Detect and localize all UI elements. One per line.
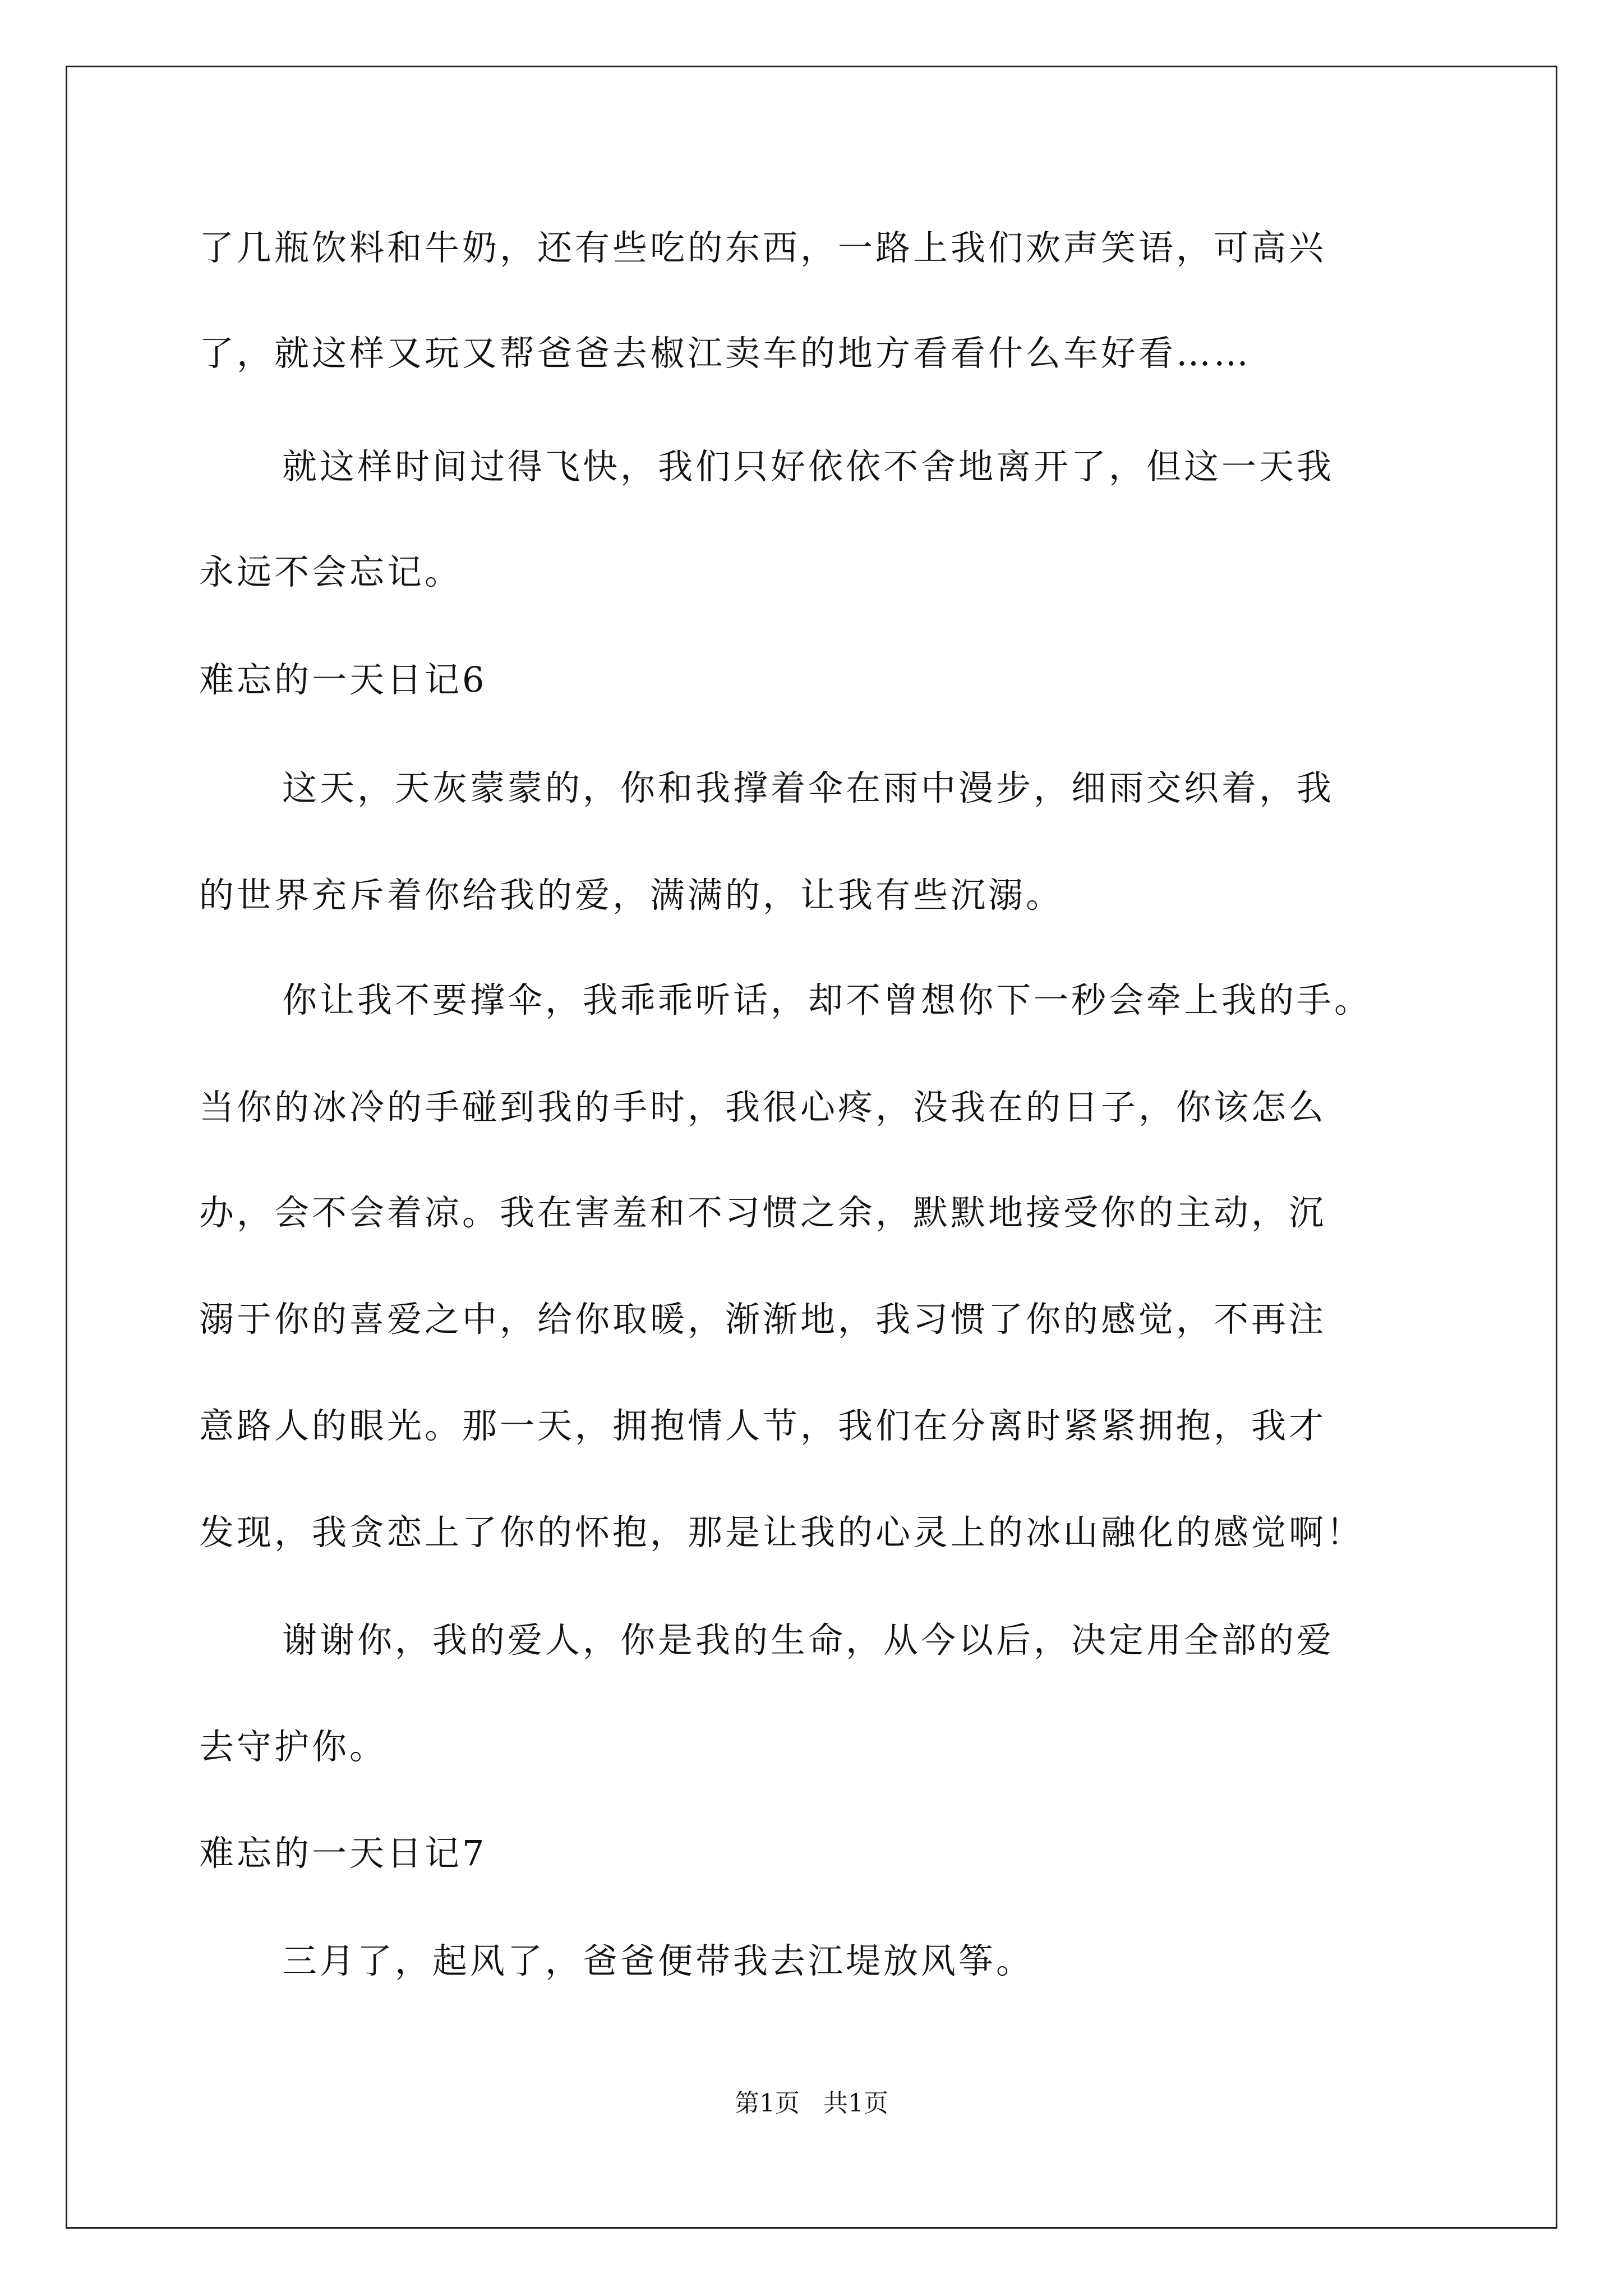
paragraph-line: 溺于你的喜爱之中，给你取暖，渐渐地，我习惯了你的感觉，不再注 — [199, 1299, 1327, 1340]
section-heading: 难忘的一天日记7 — [199, 1833, 487, 1874]
paragraph-line: 当你的冰冷的手碰到我的手时，我很心疼，没我在的日子，你该怎么 — [199, 1087, 1327, 1128]
paragraph-line: 去守护你。 — [199, 1726, 388, 1767]
paragraph-line: 就这样时间过得飞快，我们只好依依不舍地离开了，但这一天我 — [282, 446, 1335, 487]
paragraph-line: 意路人的眼光。那一天，拥抱情人节，我们在分离时紧紧拥抱，我才 — [199, 1405, 1327, 1446]
paragraph-line: 了，就这样又玩又帮爸爸去椒江卖车的地方看看什么车好看…… — [199, 333, 1252, 374]
paragraph-line: 你让我不要撑伞，我乖乖听话，却不曾想你下一秒会牵上我的手。 — [282, 979, 1372, 1020]
paragraph-line: 办，会不会着凉。我在害羞和不习惯之余，默默地接受你的主动，沉 — [199, 1192, 1327, 1233]
section-heading: 难忘的一天日记6 — [199, 659, 487, 700]
paragraph-line: 永远不会忘记。 — [199, 551, 463, 592]
page-footer: 第1页 共1页 — [735, 2089, 888, 2118]
paragraph-line: 这天，天灰蒙蒙的，你和我撑着伞在雨中漫步，细雨交织着，我 — [282, 767, 1335, 808]
paragraph-line: 了几瓶饮料和牛奶，还有些吃的东西，一路上我们欢声笑语，可高兴 — [199, 227, 1327, 268]
paragraph-line: 发现，我贪恋上了你的怀抱，那是让我的心灵上的冰山融化的感觉啊！ — [199, 1512, 1364, 1553]
paragraph-line: 的世界充斥着你给我的爱，满满的，让我有些沉溺。 — [199, 875, 1064, 915]
paragraph-line: 三月了，起风了，爸爸便带我去江堤放风筝。 — [282, 1940, 1034, 1981]
page-border — [66, 66, 1557, 2229]
paragraph-line: 谢谢你，我的爱人，你是我的生命，从今以后，决定用全部的爱 — [282, 1619, 1335, 1660]
